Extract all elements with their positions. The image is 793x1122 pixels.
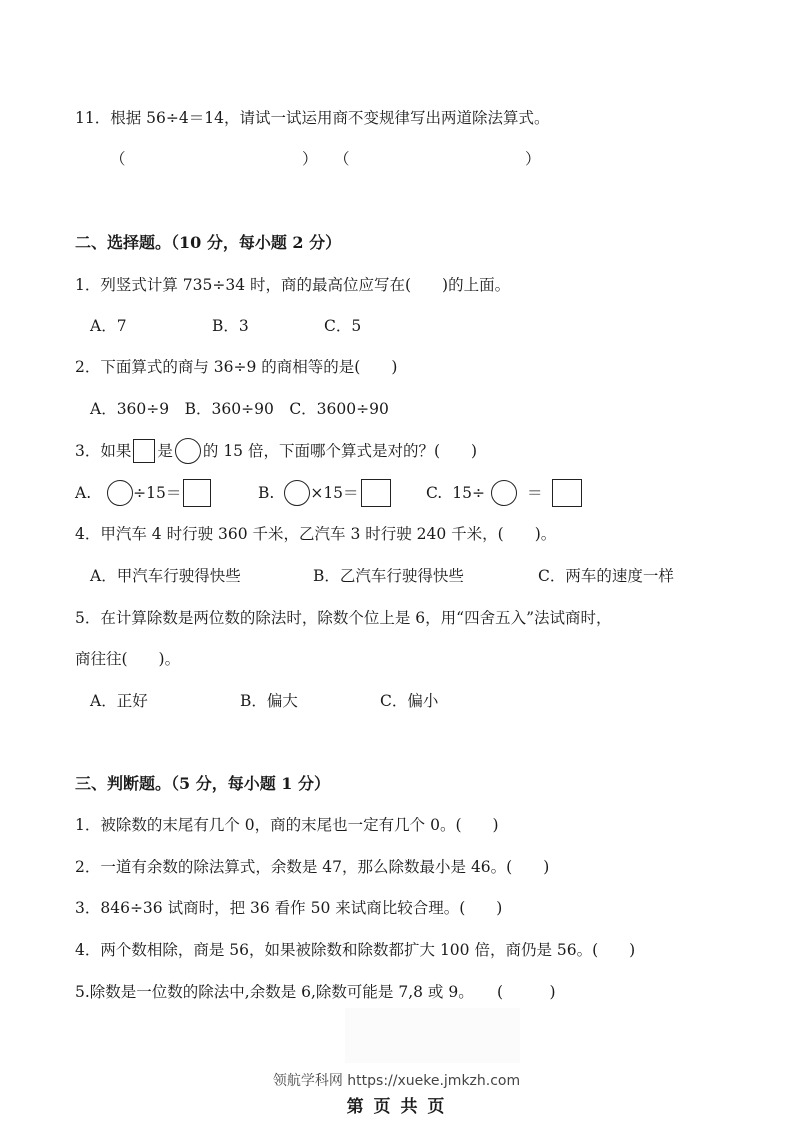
q11-blank2-close: ） [525,150,541,168]
s2-q4-text: 4．甲汽车 4 时行驶 360 千米，乙汽车 3 时行驶 240 千米，( )。 [75,525,557,543]
q11-blank1-open: （ [110,150,126,168]
footer-source: 领航学科网 https://xueke.jmkzh.com [272,1073,521,1089]
s2-q2-options: A．360÷9 B．360÷90 C．3600÷90 [90,400,389,418]
circle-shape [175,438,201,464]
s2-q3-c-op1: 15÷ [452,484,485,502]
q11-blank1-close: ） [302,150,318,168]
footer-page-number: 第 页 共 页 [346,1097,447,1117]
s2-q3-c-label: C. [426,484,443,502]
s2-q3-a-label: A. [75,484,92,502]
s2-q3-text [75,437,477,465]
q11-text: 11．根据 56÷4＝14，请试一试运用商不变规律写出两道除法算式。 [75,109,550,127]
s2-q3-option-a [75,479,211,507]
s2-q4-option-b: B．乙汽车行驶得快些 [313,567,464,585]
square-shape [361,479,391,507]
s2-q4-option-a: A．甲汽车行驶得快些 [90,567,241,585]
q11-blank2-open: （ [334,150,350,168]
square-shape [552,479,582,507]
s2-q3-a-op: ÷15＝ [133,484,182,502]
s2-q3-mid2: 的 15 倍，下面哪个算式是对的？( ) [202,442,478,460]
s2-q3-mid1: 是 [157,442,173,460]
s3-item-3: 3．846÷36 试商时，把 36 看作 50 来试商比较合理。( ) [75,899,503,917]
s3-item-1: 1．被除数的末尾有几个 0，商的末尾也一定有几个 0。( ) [75,816,499,834]
circle-shape [107,480,133,506]
s2-q3-option-c [426,479,582,507]
s2-q5-option-a: A．正好 [90,692,148,710]
s2-q3-b-label: B. [258,484,275,502]
s2-q4-option-c: C．两车的速度一样 [538,567,674,585]
circle-shape [491,480,517,506]
s3-item-2: 2．一道有余数的除法算式，余数是 47，那么除数最小是 46。( ) [75,858,550,876]
s2-q5-option-c: C．偏小 [380,692,439,710]
circle-shape [284,480,310,506]
s2-q1-text: 1．列竖式计算 735÷34 时，商的最高位应写在( )的上面。 [75,276,511,294]
watermark-area [345,1008,520,1063]
s3-item-5: 5.除数是一位数的除法中,余数是 6,除数可能是 7,8 或 9。 ( ) [75,983,556,1001]
s2-q3-pre: 3．如果 [75,442,132,460]
s2-q3-b-op: ×15＝ [310,484,359,502]
section2-heading: 二、选择题。（10 分，每小题 2 分） [75,233,342,252]
s2-q5-text-line1: 5．在计算除数是两位数的除法时，除数个位上是 6，用“四舍五入”法试商时， [75,609,612,627]
s2-q5-option-b: B．偏大 [240,692,298,710]
s2-q3-option-b [258,479,391,507]
square-shape [133,439,155,463]
s2-q5-text-line2: 商往往( )。 [75,650,181,668]
section3-heading: 三、判断题。（5 分，每小题 1 分） [75,774,330,793]
s3-item-4: 4．两个数相除，商是 56，如果被除数和除数都扩大 100 倍，商仍是 56。( ) [75,941,636,959]
s2-q1-option-b: B．3 [212,317,249,335]
s2-q2-text: 2．下面算式的商与 36÷9 的商相等的是( ) [75,358,398,376]
square-shape [183,479,211,507]
s2-q3-c-op2: ＝ [526,484,543,502]
s2-q1-option-a: A．7 [90,317,127,335]
s2-q1-option-c: C．5 [324,317,362,335]
